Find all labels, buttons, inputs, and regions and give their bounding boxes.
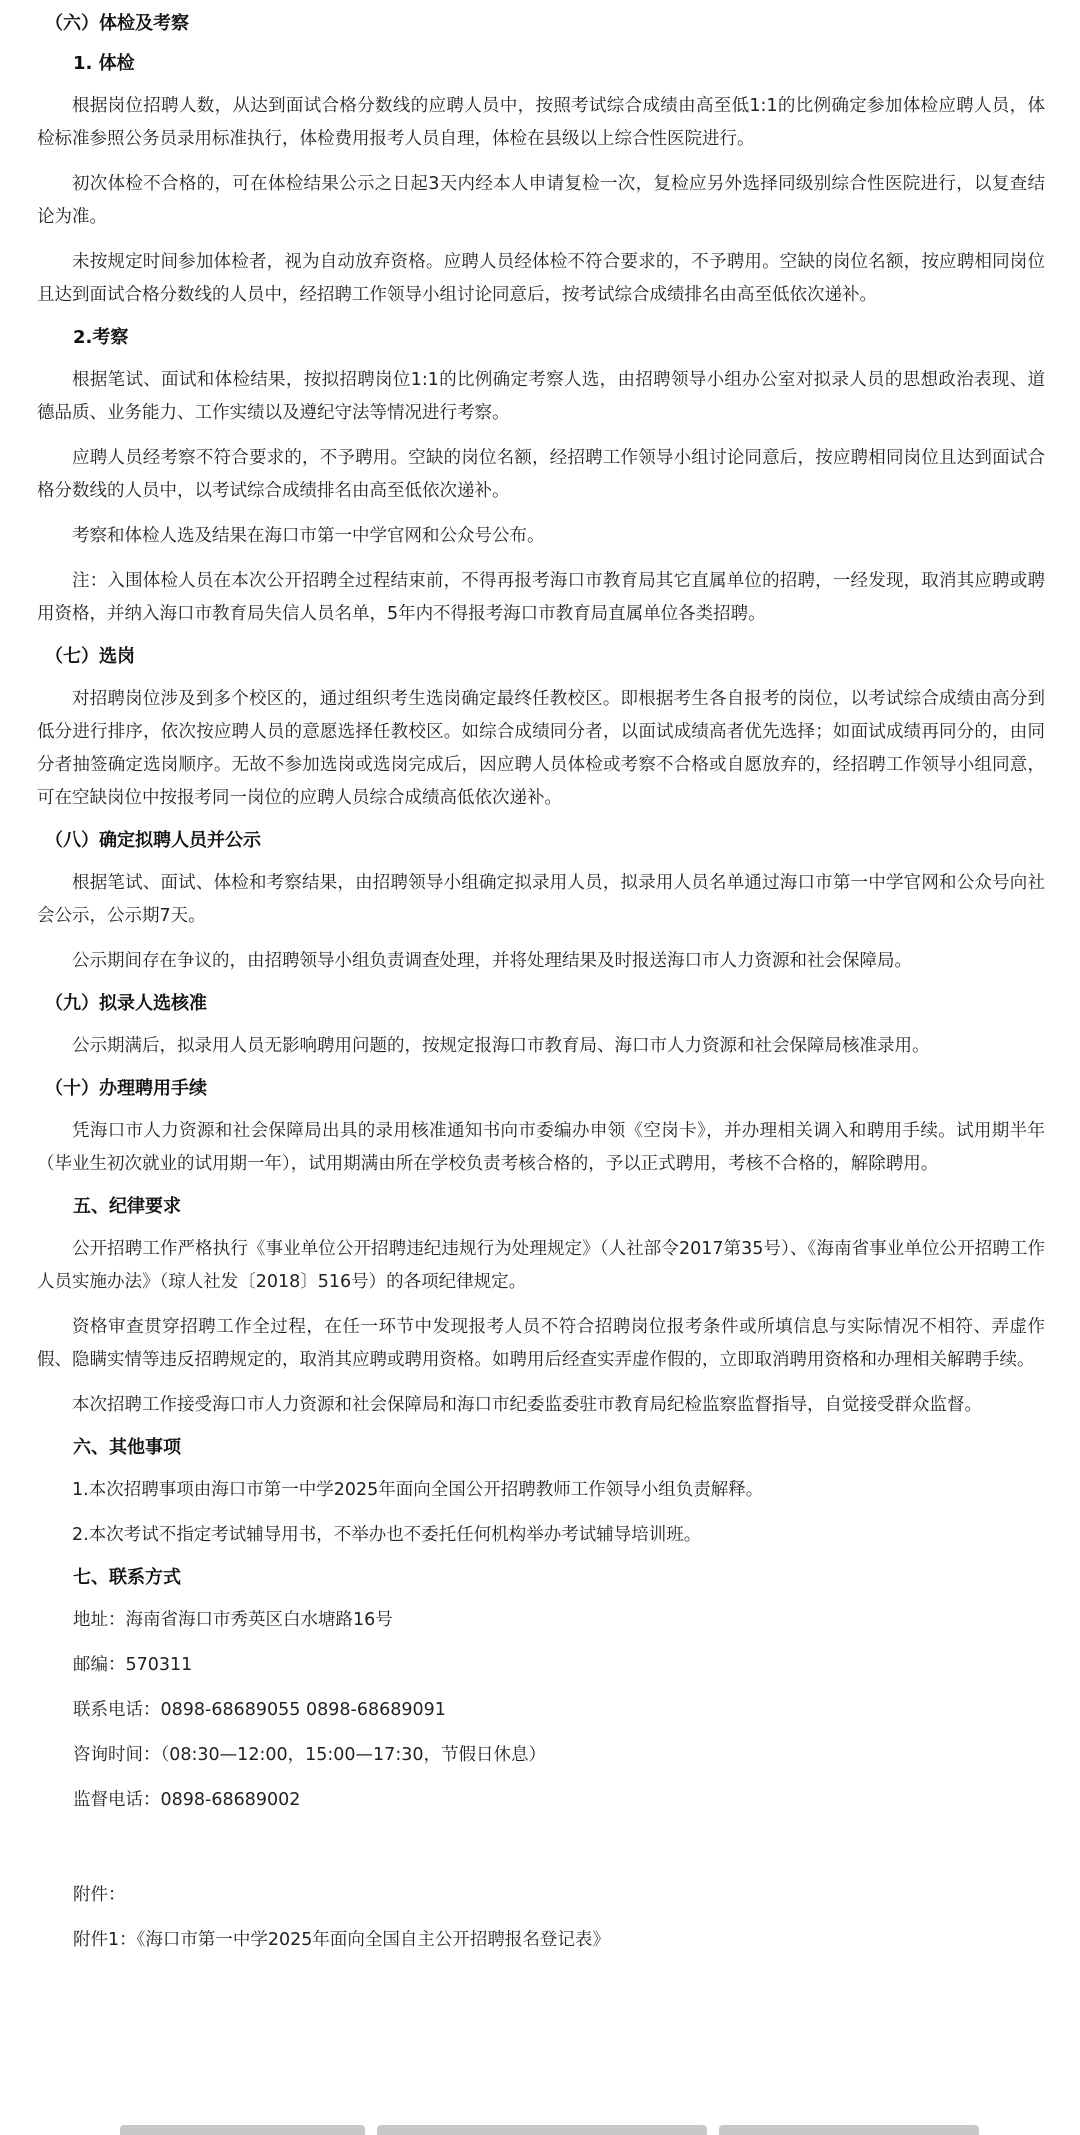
paragraph: 公示期满后，拟录用人员无影响聘用问题的，按规定报海口市教育局、海口市人力资源和社会保障局核准录用。 [72, 1036, 930, 1056]
section-heading-8: （八）确定拟聘人员并公示 [45, 830, 261, 851]
section-heading-7: （七）选岗 [45, 646, 135, 667]
contact-address: 地址：海南省海口市秀英区白水塘路16号 [73, 1610, 393, 1630]
section-heading-contact: 七、联系方式 [73, 1567, 181, 1588]
section-heading-other: 六、其他事项 [73, 1437, 181, 1458]
section-heading-10: （十）办理聘用手续 [45, 1078, 207, 1099]
paragraph: 未按规定时间参加体检者，视为自动放弃资格。应聘人员经体检不符合要求的，不予聘用。空缺的岗位名额，按应聘相同岗位且达到面试合格分数线的人员中，经招聘工作领导小组讨论同意后，按考试综合成绩排名由高至低依次递补。 [37, 252, 1045, 305]
section-heading-discipline: 五、纪律要求 [73, 1196, 181, 1217]
paragraph: 公示期间存在争议的，由招聘领导小组负责调查处理，并将处理结果及时报送海口市人力资源和社会保障局。 [72, 951, 912, 971]
subheading-physical-exam: 1. 体检 [73, 53, 135, 74]
note-paragraph: 注：入围体检人员在本次公开招聘全过程结束前，不得再报考海口市教育局其它直属单位的招聘，一经发现，取消其应聘或聘用资格，并纳入海口市教育局失信人员名单，5年内不得报考海口市教育局直属单位各类招聘。 [37, 571, 1045, 624]
attachment-1-link[interactable]: 附件1：《海口市第一中学2025年面向全国自主公开招聘报名登记表》 [73, 1930, 610, 1950]
paragraph: 资格审查贯穿招聘工作全过程，在任一环节中发现报考人员不符合招聘岗位报考条件或所填信息与实际情况不相符、弄虚作假、隐瞒实情等违反招聘规定的，取消其应聘或聘用资格。如聘用后经查实弄虚作假的，立即取消聘用资格和办理相关解聘手续。 [37, 1317, 1045, 1370]
paragraph: 根据笔试、面试和体检结果，按拟招聘岗位1:1的比例确定考察人选，由招聘领导小组办公室对拟录人员的思想政治表现、道德品质、业务能力、工作实绩以及遵纪守法等情况进行考察。 [37, 370, 1045, 423]
paragraph: 1.本次招聘事项由海口市第一中学2025年面向全国公开招聘教师工作领导小组负责解释。 [72, 1480, 764, 1500]
cut-off-tab [719, 2125, 979, 2135]
paragraph: 初次体检不合格的，可在体检结果公示之日起3天内经本人申请复检一次，复检应另外选择同级别综合性医院进行，以复查结论为准。 [37, 174, 1045, 227]
paragraph: 根据笔试、面试、体检和考察结果，由招聘领导小组确定拟录用人员，拟录用人员名单通过海口市第一中学官网和公众号向社会公示，公示期7天。 [37, 873, 1045, 926]
section-heading-6: （六）体检及考察 [45, 13, 189, 34]
paragraph: 考察和体检人选及结果在海口市第一中学官网和公众号公布。 [72, 526, 545, 546]
paragraph: 凭海口市人力资源和社会保障局出具的录用核准通知书向市委编办申领《空岗卡》，并办理相关调入和聘用手续。试用期半年（毕业生初次就业的试用期一年），试用期满由所在学校负责考核合格的，予以正式聘用，考核不合格的，解除聘用。 [37, 1121, 1045, 1174]
paragraph: 根据岗位招聘人数，从达到面试合格分数线的应聘人员中，按照考试综合成绩由高至低1:1的比例确定参加体检应聘人员，体检标准参照公务员录用标准执行，体检费用报考人员自理，体检在县级以上综合性医院进行。 [37, 96, 1045, 149]
supervision-phone: 监督电话：0898-68689002 [73, 1790, 301, 1810]
cut-off-tab [120, 2125, 365, 2135]
attachments-label: 附件： [73, 1885, 126, 1905]
cut-off-tab [377, 2125, 707, 2135]
paragraph: 公开招聘工作严格执行《事业单位公开招聘违纪违规行为处理规定》（人社部令2017第35号）、《海南省事业单位公开招聘工作人员实施办法》（琼人社发〔2018〕516号）的各项纪律规定。 [37, 1239, 1045, 1292]
paragraph: 对招聘岗位涉及到多个校区的，通过组织考生选岗确定最终任教校区。即根据考生各自报考的岗位，以考试综合成绩由高分到低分进行排序，依次按应聘人员的意愿选择任教校区。如综合成绩同分者，以面试成绩高者优先选择；如面试成绩再同分的，由同分者抽签确定选岗顺序。无故不参加选岗或选岗完成后，因应聘人员体检或考察不合格或自愿放弃的，经招聘工作领导小组同意，可在空缺岗位中按报考同一岗位的应聘人员综合成绩高低依次递补。 [37, 689, 1045, 808]
contact-hours: 咨询时间：（08:30—12:00，15:00—17:30，节假日休息） [73, 1745, 546, 1765]
paragraph: 本次招聘工作接受海口市人力资源和社会保障局和海口市纪委监委驻市教育局纪检监察监督指导，自觉接受群众监督。 [72, 1395, 982, 1415]
section-heading-9: （九）拟录人选核准 [45, 993, 207, 1014]
document-body [37, 10, 1045, 1957]
cut-off-footer-bar [120, 2118, 1080, 2135]
paragraph: 2.本次考试不指定考试辅导用书，不举办也不委托任何机构举办考试辅导培训班。 [72, 1525, 702, 1545]
contact-zipcode: 邮编：570311 [73, 1655, 193, 1675]
contact-phone: 联系电话：0898-68689055 0898-68689091 [73, 1700, 446, 1720]
subheading-inspection: 2.考察 [73, 327, 129, 348]
paragraph: 应聘人员经考察不符合要求的，不予聘用。空缺的岗位名额，经招聘工作领导小组讨论同意后，按应聘相同岗位且达到面试合格分数线的人员中，以考试综合成绩排名由高至低依次递补。 [37, 448, 1045, 501]
